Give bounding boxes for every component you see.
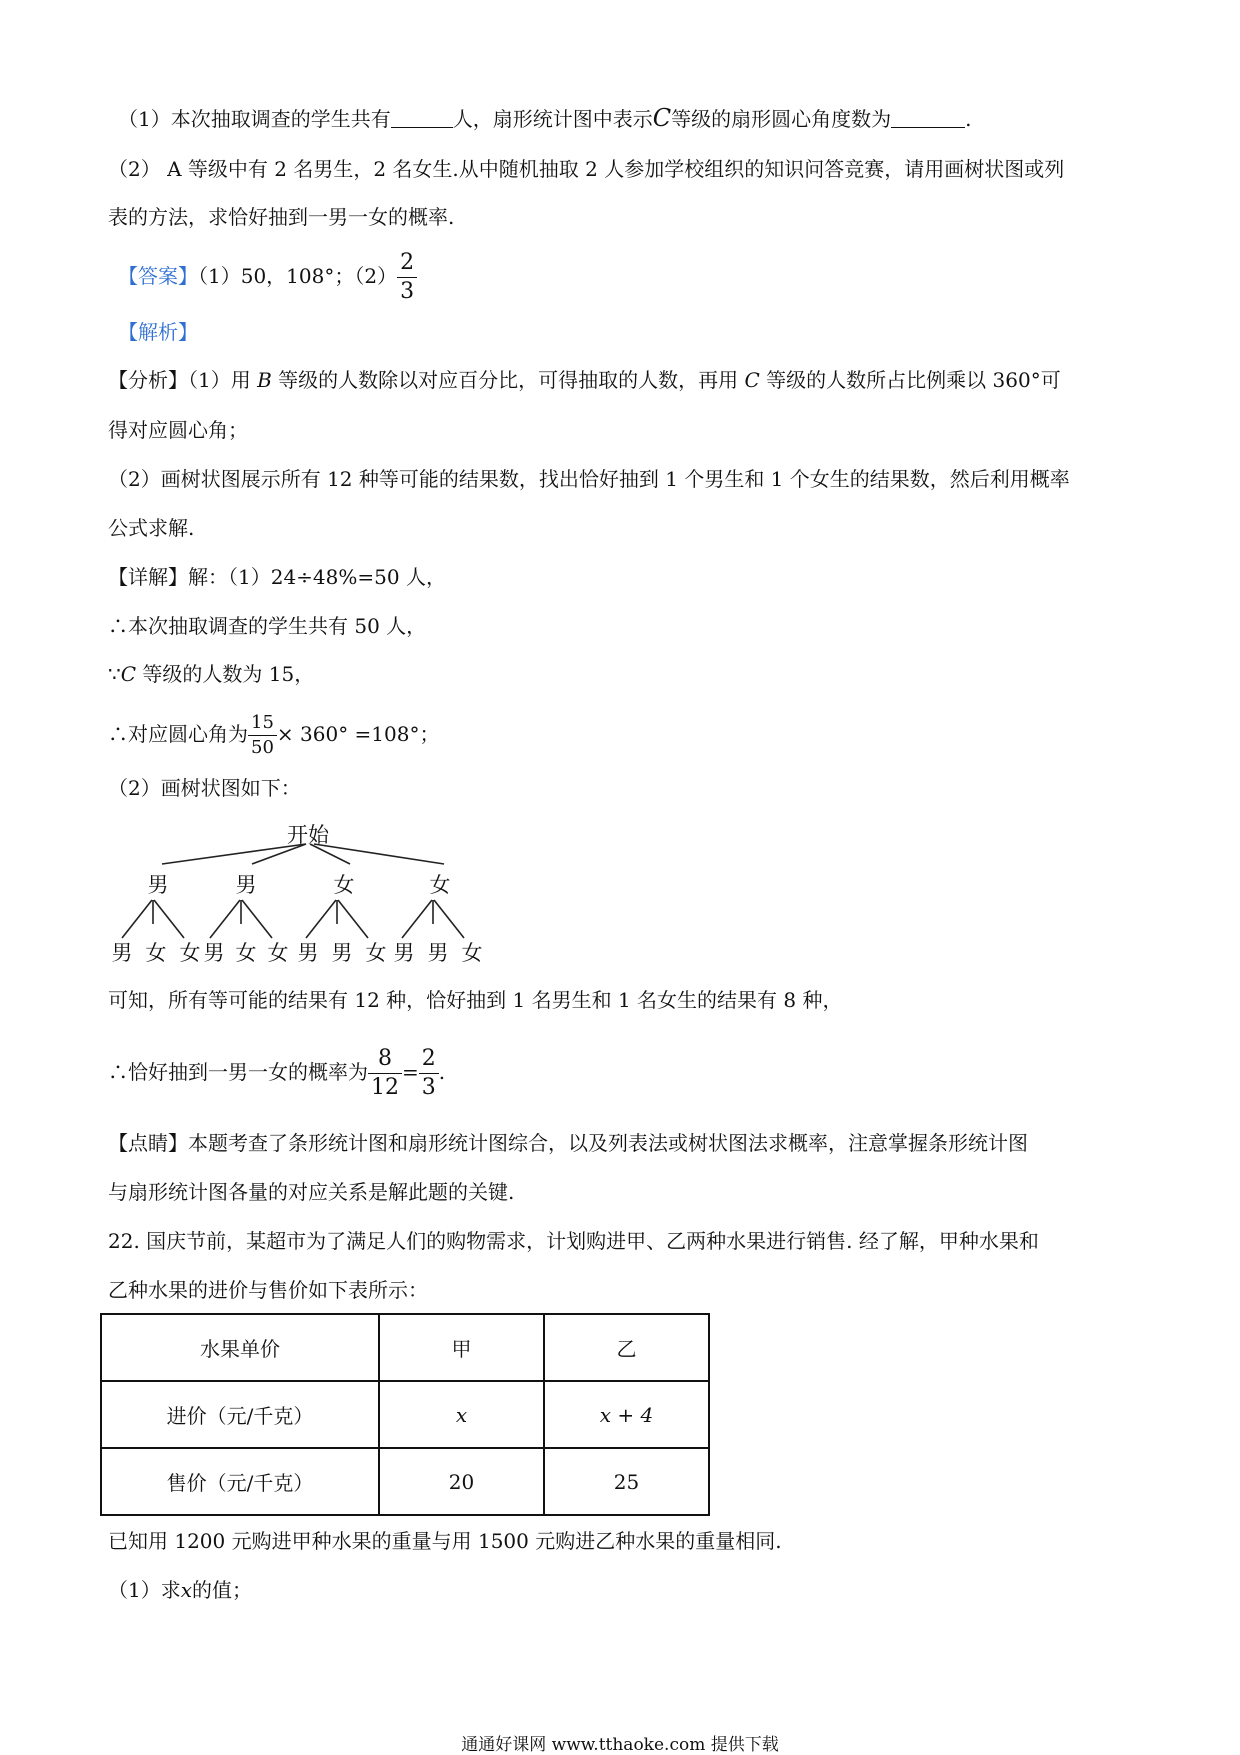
answer-label: 【答案】 (118, 264, 198, 288)
tree-leaf: 男 (297, 941, 319, 965)
xiangjie-line6: 可知，所有等可能的结果有 12 种，恰好抽到 1 名男生和 1 名女生的结果有 8 种， (108, 988, 843, 1012)
q21-part1-end: . (965, 107, 972, 131)
var-c: C (652, 104, 672, 132)
tree-edges (122, 844, 464, 938)
analysis-label: 【解析】 (118, 320, 198, 344)
tree-node-l1: 男 (147, 873, 169, 897)
tree-leaf: 女 (179, 941, 201, 965)
xiangjie-text: 等级的人数为 15， (136, 662, 315, 686)
q22-line2: 乙种水果的进价与售价如下表所示： (108, 1278, 428, 1302)
answer-blank-count (391, 107, 453, 128)
table-row (101, 1381, 709, 1448)
xiangjie-line3 (108, 660, 314, 688)
tree-diagram (110, 820, 530, 970)
xiangjie-line5: （2）画树状图如下： (108, 776, 301, 800)
q21-part2-line1: （2） A 等级中有 2 名男生，2 名女生.从中随机抽取 2 人参加学校组织的知识问答竞赛，请用画树状图或列 (108, 157, 1065, 181)
fenxi-text: （1）用 (188, 368, 258, 392)
tree-leaf: 男 (393, 941, 415, 965)
xiangjie-line4 (108, 706, 439, 762)
tree-leaf: 男 (203, 941, 225, 965)
table-cell: 售价（元/千克） (101, 1448, 379, 1515)
table-row (101, 1448, 709, 1515)
dianjing-line1 (108, 1129, 1028, 1157)
table-header: 水果单价 (101, 1314, 379, 1381)
answer-fraction (397, 252, 417, 303)
probability-fraction-1 (368, 1048, 402, 1099)
table-cell: 进价（元/千克） (101, 1381, 379, 1448)
answer-text: （1）50，108°；（2） (198, 264, 398, 288)
q22-text: 的值； (192, 1578, 253, 1602)
table-cell: x + 4 (544, 1381, 709, 1448)
fraction-numerator: 15 (251, 712, 274, 733)
fraction-denominator: 12 (368, 1073, 402, 1099)
table-header: 甲 (379, 1314, 544, 1381)
q21-part1-text-mid: 人，扇形统计图中表示 (452, 107, 653, 131)
q21-part1 (118, 104, 971, 133)
tree-node-l1: 男 (235, 873, 257, 897)
q21-part1-text: （1）本次抽取调查的学生共有 (118, 107, 391, 131)
tree-leaf: 女 (365, 941, 387, 965)
period: . (438, 1060, 446, 1084)
q21-part1-text-post: 等级的扇形圆心角度数为 (671, 107, 892, 131)
dianjing-text: 本题考查了条形统计图和扇形统计图综合，以及列表法或树状图法求概率，注意掌握条形统计图 (188, 1131, 1028, 1155)
table-cell: x (379, 1381, 544, 1448)
var-x: x (180, 1578, 193, 1602)
q22-line4 (108, 1576, 252, 1604)
because-symbol: ∵ (108, 662, 121, 686)
tree-leaf: 女 (267, 941, 289, 965)
tree-leaf: 男 (111, 941, 133, 965)
fenxi-line3: （2）画树状图展示所有 12 种等可能的结果数，找出恰好抽到 1 个男生和 1 个女生的结果数，然后利用概率 (108, 467, 1070, 491)
fraction-numerator: 2 (421, 1046, 436, 1071)
fraction-denominator: 3 (397, 277, 417, 303)
xiangjie-line7 (108, 1042, 445, 1102)
table-cell: 25 (544, 1448, 709, 1515)
xiangjie-line1 (108, 563, 446, 591)
probability-fraction-2 (419, 1048, 439, 1099)
xiangjie-text: ∴恰好抽到一男一女的概率为 (108, 1060, 368, 1084)
fenxi-line2: 得对应圆心角； (108, 418, 248, 442)
answer-line (118, 248, 417, 304)
fenxi-text: 等级的人数所占比例乘以 360°可 (759, 368, 1061, 392)
tree-node-l1: 女 (333, 873, 355, 897)
var-b: B (257, 368, 272, 392)
fenxi-line1 (108, 366, 1061, 394)
tree-leaf: 男 (427, 941, 449, 965)
xiangjie-label: 【详解】 (108, 565, 188, 589)
fenxi-line4: 公式求解. (108, 516, 195, 540)
dianjing-label: 【点睛】 (108, 1131, 188, 1155)
equals-sign: = (402, 1060, 419, 1084)
fenxi-label: 【分析】 (108, 368, 188, 392)
xiangjie-text: ∴对应圆心角为 (108, 722, 248, 746)
angle-fraction (248, 714, 277, 757)
tree-node-l1: 女 (429, 873, 451, 897)
fruit-price-table (100, 1313, 710, 1516)
tree-leaf: 男 (331, 941, 353, 965)
tree-leaf: 女 (235, 941, 257, 965)
fraction-numerator: 8 (378, 1046, 392, 1071)
table-header: 乙 (544, 1314, 709, 1381)
q22-line3: 已知用 1200 元购进甲种水果的重量与用 1500 元购进乙种水果的重量相同. (108, 1529, 782, 1553)
tree-root: 开始 (287, 823, 329, 847)
xiangjie-text: 解：（1）24÷48%=50 人， (188, 565, 446, 589)
fraction-denominator: 50 (248, 735, 277, 757)
fraction-numerator: 2 (400, 250, 415, 275)
q22-line1: 22. 国庆节前，某超市为了满足人们的购物需求，计划购进甲、乙两种水果进行销售. 经了解，甲种水果和 (108, 1229, 1039, 1253)
tree-leaf: 女 (461, 941, 483, 965)
xiangjie-text: × 360° =108°； (276, 722, 440, 746)
dianjing-line2: 与扇形统计图各量的对应关系是解此题的关键. (108, 1180, 515, 1204)
var-c: C (120, 662, 137, 686)
q22-text: （1）求 (108, 1578, 181, 1602)
fraction-denominator: 3 (419, 1073, 439, 1099)
xiangjie-line2: ∴本次抽取调查的学生共有 50 人， (108, 614, 427, 638)
page-footer: 通通好课网 www.tthaoke.com 提供下载 (461, 1735, 779, 1755)
fenxi-text: 等级的人数除以对应百分比，可得抽取的人数，再用 (271, 368, 745, 392)
q21-part2-line2: 表的方法，求恰好抽到一男一女的概率. (108, 205, 455, 229)
table-header-row (101, 1314, 709, 1381)
tree-leaf: 女 (145, 941, 167, 965)
var-c: C (744, 368, 760, 392)
table-cell: 20 (379, 1448, 544, 1515)
answer-blank-angle (891, 107, 965, 128)
